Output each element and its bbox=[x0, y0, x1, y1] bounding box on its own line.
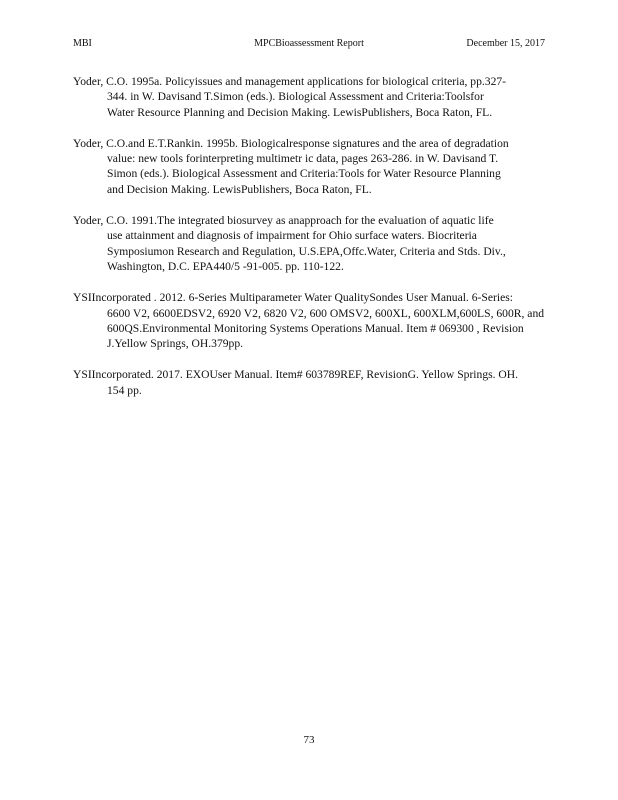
report-date: December 15, 2017 bbox=[466, 38, 545, 49]
reference-entry: YSIIncorporated . 2012. 6-Series Multiparameter Water QualitySondes User Manual. 6-Series: 6600 V2, 6600EDSV2, 6920 V2, 6820 V2, 600 OMSV2, 600XL, 600XLM,600LS, 600R, and 600QS.Environmental Monitoring Systems Operations Manual. Item # 069300 , Revision J.Yellow Springs, OH.379pp. bbox=[73, 291, 545, 351]
page-header bbox=[73, 37, 545, 51]
page-number: 73 bbox=[303, 734, 315, 746]
reference-entry: YSIIncorporated. 2017. EXOUser Manual. Item# 603789REF, RevisionG. Yellow Springs. OH. 154 pp. bbox=[73, 368, 519, 397]
reference-entry: Yoder, C.O.and E.T.Rankin. 1995b. Biologicalresponse signatures and the area of degradation value: new tools forinterpreting multimetr ic data, pages 263-286. in W. Davisand T. Simon (eds.). Biological Assessment and Criteria:Tools for Water Resource Planning and Decision Making. LewisPublishers, Boca Raton, FL. bbox=[73, 136, 509, 196]
reference-entry: Yoder, C.O. 1991.The integrated biosurvey as anapproach for the evaluation of aquatic life use attainment and diagnosis of impairment for Ohio surface waters. Biocriteria Symposiumon Research and Regulation, U.S.EPA,Offc.Water, Criteria and Stds. Div., Washington, D.C. EPA440/5 -91-005. pp. 110-122. bbox=[73, 214, 506, 273]
reference-list bbox=[73, 74, 545, 414]
report-title: MPCBioassessment Report bbox=[254, 38, 364, 49]
reference-entry: Yoder, C.O. 1995a. Policyissues and management applications for biological criteria, pp.327- 344. in W. Davisand T.Simon (eds.). Biological Assessment and Criteria:Toolsfor Water Resource Planning and Decision Making. LewisPublishers, Boca Raton, FL. bbox=[73, 75, 507, 119]
organization-name: MBI bbox=[73, 38, 92, 49]
